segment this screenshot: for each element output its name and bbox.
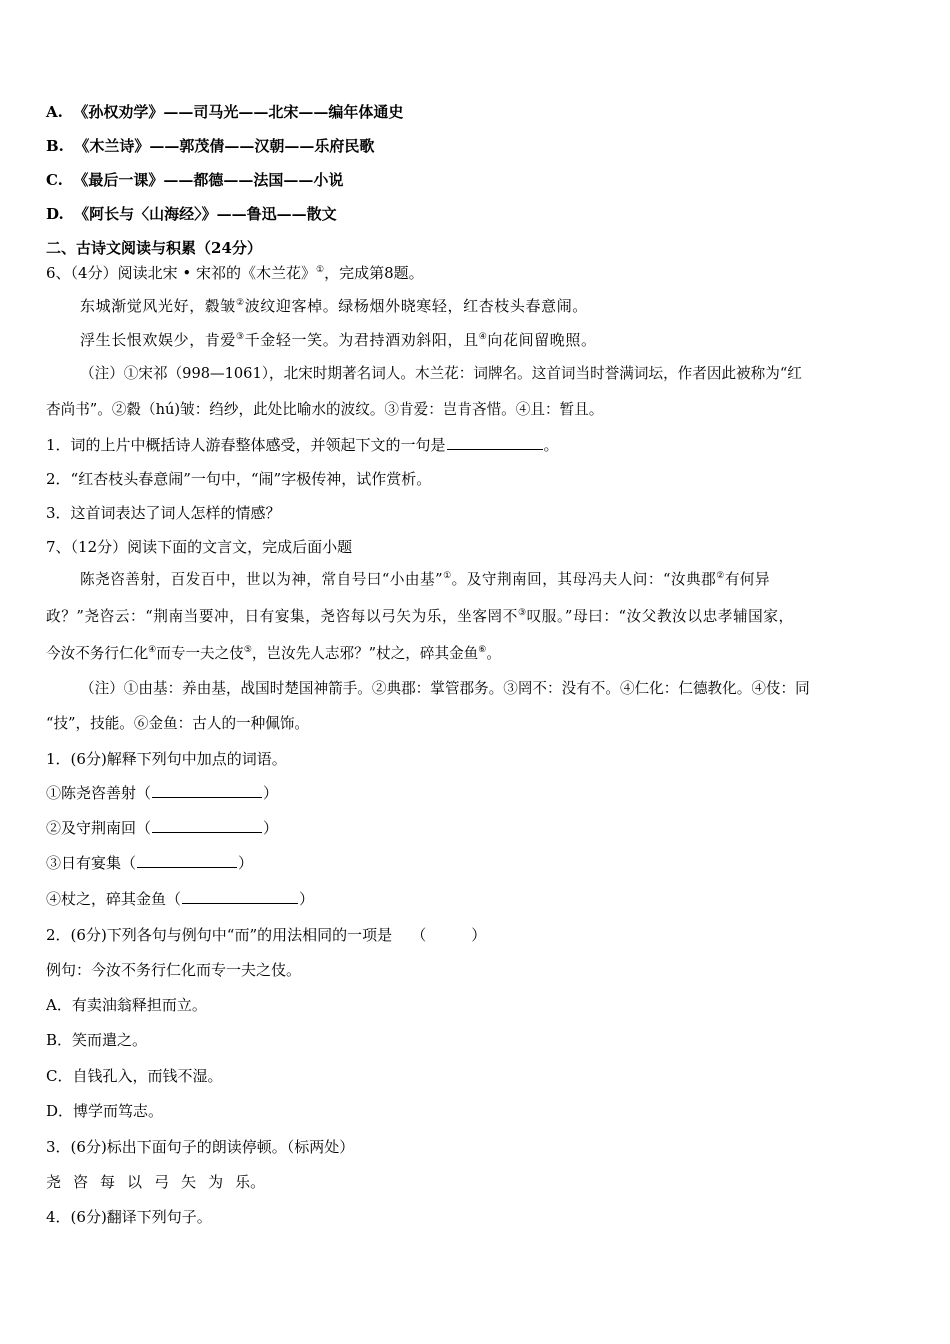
explain-item-3: ③日有宴集（ ） <box>46 854 254 872</box>
poem-line-2: 浮生长恨欢娱少，肯爱③千金轻一笑。为君持酒劝斜阳，且④向花间留晚照。 <box>80 331 597 349</box>
option-b <box>46 136 374 156</box>
option-a <box>46 102 403 122</box>
example-sentence: 例句：今汝不务行仁化而专一夫之伎。 <box>46 961 302 979</box>
answer-blank[interactable] <box>152 818 262 833</box>
choice-b[interactable]: B．笑而遣之。 <box>46 1031 148 1049</box>
option-letter: A. <box>46 103 63 121</box>
option-text: 《木兰诗》——郭茂倩——汉朝——乐府民歌 <box>74 137 375 155</box>
answer-blank[interactable] <box>182 889 298 904</box>
option-text: 《阿长与〈山海经〉》——鲁迅——散文 <box>74 205 337 223</box>
option-text: 《孙权劝学》——司马光——北宋——编年体通史 <box>73 103 404 121</box>
q6-heading: 6、（4分）阅读北宋 • 宋祁的《木兰花》①，完成第8题。 <box>46 264 424 282</box>
explain-item-4: ④杖之，碎其金鱼（ ） <box>46 890 315 908</box>
option-d <box>46 204 337 224</box>
q7-passage-line-3: 今汝不务行仁化④而专一夫之伎⑤，岂汝先人志邪？”杖之，碎其金鱼⑥。 <box>46 645 501 662</box>
q7-heading: 7、（12分）阅读下面的文言文，完成后面小题 <box>46 538 353 556</box>
q7-passage-line-2: 政？”尧咨云：“荆南当要冲，日有宴集，尧咨每以弓矢为乐，坐客罔不③叹服。”母曰：“汝父教汝以忠孝辅国家， <box>46 608 794 625</box>
option-c <box>46 170 343 190</box>
q6-note-line-2: 杏尚书”。②縠（hú)皱：绉纱，此处比喻水的波纹。③肯爱：岂肯吝惜。④且：暂且。 <box>46 401 604 418</box>
q7-sub-question-2: 2．(6分)下列各句与例句中“而”的用法相同的一项是 （ ） <box>46 926 487 944</box>
choice-d[interactable]: D．博学而笃志。 <box>46 1102 164 1120</box>
choice-c[interactable]: C．自钱孔入，而钱不湿。 <box>46 1067 223 1085</box>
poem-line-1: 东城渐觉风光好，縠皱②波纹迎客棹。绿杨烟外晓寒轻，红杏枝头春意闹。 <box>80 297 588 315</box>
q6-sub-question-1: 1．词的上片中概括诗人游春整体感受，并领起下文的一句是 。 <box>46 436 559 454</box>
explain-item-2: ②及守荆南回（ ） <box>46 819 279 837</box>
explain-item-1: ①陈尧咨善射（ ） <box>46 784 279 802</box>
answer-blank[interactable] <box>447 435 543 450</box>
option-letter: D. <box>46 205 64 223</box>
section-title: 二、古诗文阅读与积累（24分） <box>46 239 262 257</box>
q7-sub-question-3: 3．(6分)标出下面句子的朗读停顿。（标两处） <box>46 1138 355 1156</box>
answer-blank[interactable] <box>152 783 262 798</box>
option-letter: B. <box>46 137 64 155</box>
answer-blank[interactable] <box>137 853 237 868</box>
q7-passage-line-1: 陈尧咨善射，百发百中，世以为神，常自号曰“小由基”①。及守荆南回，其母冯夫人问：“汝典郡②有何异 <box>80 571 771 588</box>
pause-sentence: 尧 咨 每 以 弓 矢 为 乐。 <box>46 1173 266 1191</box>
q7-note-line-1: （注）①由基：养由基，战国时楚国神箭手。②典郡：掌管郡务。③罔不：没有不。④仁化：仁德教化。④伎：同 <box>80 680 810 697</box>
q7-note-line-2: “技”，技能。⑥金鱼：古人的一种佩饰。 <box>46 715 310 732</box>
q6-sub-question-3: 3．这首词表达了词人怎样的情感？ <box>46 504 281 522</box>
option-text: 《最后一课》——都德——法国——小说 <box>73 171 344 189</box>
answer-parentheses[interactable]: （ ） <box>411 926 487 944</box>
choice-a[interactable]: A．有卖油翁释担而立。 <box>46 996 207 1014</box>
q6-sub-question-2: 2．“红杏枝头春意闹”一句中，“闹”字极传神，试作赏析。 <box>46 470 432 488</box>
q7-sub-question-4: 4．(6分)翻译下列句子。 <box>46 1208 212 1226</box>
q6-note-line-1: （注）①宋祁（998—1061），北宋时期著名词人。木兰花：词牌名。这首词当时誉满词坛，作者因此被称为“红 <box>80 365 802 382</box>
q7-sub-question-1: 1．(6分)解释下列句中加点的词语。 <box>46 750 287 768</box>
option-letter: C. <box>46 171 63 189</box>
